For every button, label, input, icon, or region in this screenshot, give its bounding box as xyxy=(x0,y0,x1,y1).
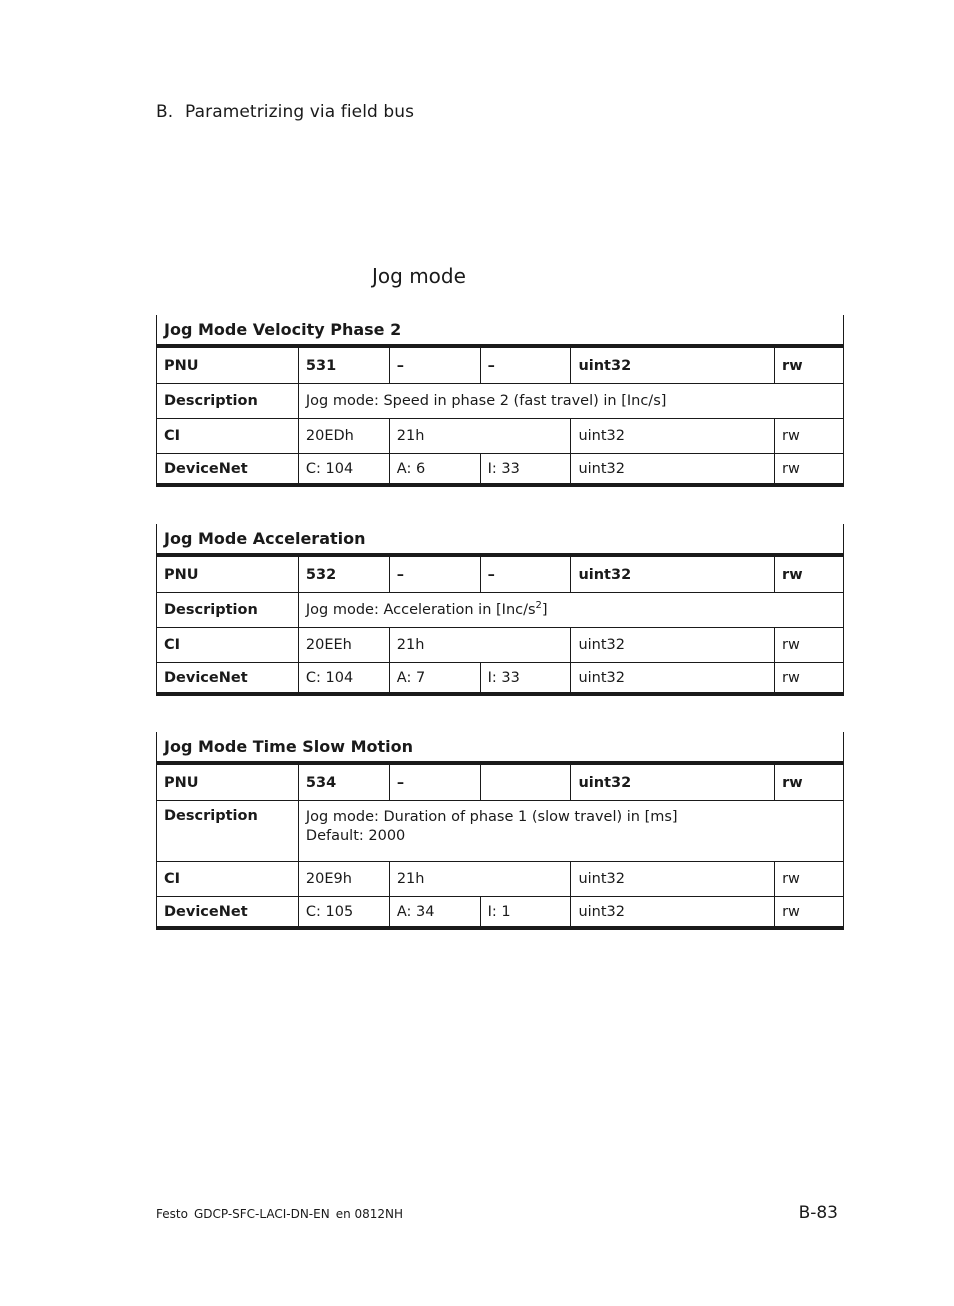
description-label: Description xyxy=(157,384,299,419)
devicenet-access: rw xyxy=(775,897,844,929)
table-row xyxy=(157,454,844,486)
footer-company: Festo xyxy=(156,1207,188,1221)
ci-subindex: 21h xyxy=(389,419,571,454)
table-row xyxy=(157,663,844,695)
pnu-type: uint32 xyxy=(571,346,775,384)
pnu-label: PNU xyxy=(157,763,299,801)
pnu-label: PNU xyxy=(157,555,299,593)
pnu-access: rw xyxy=(775,346,844,384)
pnu-number: 532 xyxy=(298,555,389,593)
ci-access: rw xyxy=(775,628,844,663)
devicenet-label: DeviceNet xyxy=(157,663,299,695)
devicenet-class: C: 105 xyxy=(298,897,389,929)
pnu-type: uint32 xyxy=(571,763,775,801)
pnu-sub2: – xyxy=(480,346,571,384)
pnu-number: 534 xyxy=(298,763,389,801)
pnu-access: rw xyxy=(775,763,844,801)
table-title: Jog Mode Acceleration xyxy=(157,524,844,555)
devicenet-instance: I: 33 xyxy=(480,454,571,486)
devicenet-class: C: 104 xyxy=(298,454,389,486)
ci-label: CI xyxy=(157,628,299,663)
ci-index: 20EEh xyxy=(298,628,389,663)
ci-subindex: 21h xyxy=(389,862,571,897)
parameter-table-acceleration xyxy=(156,524,844,696)
footer-edition: en 0812NH xyxy=(335,1207,404,1221)
pnu-access: rw xyxy=(775,555,844,593)
parameter-table-time-slow-motion xyxy=(156,732,844,930)
section-title: Jog mode xyxy=(372,264,466,288)
devicenet-attribute: A: 34 xyxy=(389,897,480,929)
devicenet-label: DeviceNet xyxy=(157,897,299,929)
devicenet-type: uint32 xyxy=(571,897,775,929)
description-label: Description xyxy=(157,593,299,628)
footer-doc-info xyxy=(156,1207,409,1221)
table-row xyxy=(157,801,844,862)
ci-label: CI xyxy=(157,862,299,897)
chapter-number: B. xyxy=(156,102,174,122)
ci-access: rw xyxy=(775,419,844,454)
superscript: 2 xyxy=(535,599,542,611)
table-row xyxy=(157,628,844,663)
description-text: Jog mode: Acceleration in $[Inc/s^2]$ xyxy=(298,593,843,628)
table-title: Jog Mode Time Slow Motion xyxy=(157,732,844,763)
pnu-type: uint32 xyxy=(571,555,775,593)
default-value: Default: 2000 xyxy=(305,828,406,844)
pnu-sub1: – xyxy=(389,763,480,801)
table-row xyxy=(157,555,844,593)
chapter-title: Parametrizing via field bus xyxy=(185,102,415,122)
table-row xyxy=(157,384,844,419)
devicenet-label: DeviceNet xyxy=(157,454,299,486)
ci-access: rw xyxy=(775,862,844,897)
table-row xyxy=(157,862,844,897)
footer-doc-id: GDCP-SFC-LACI-DN-EN xyxy=(193,1207,330,1221)
devicenet-class: C: 104 xyxy=(298,663,389,695)
pnu-sub2 xyxy=(480,763,571,801)
ci-type: uint32 xyxy=(571,419,775,454)
table-row xyxy=(157,763,844,801)
devicenet-instance: I: 1 xyxy=(480,897,571,929)
table-row xyxy=(157,419,844,454)
ci-subindex: 21h xyxy=(389,628,571,663)
chapter-heading xyxy=(156,102,414,122)
devicenet-access: rw xyxy=(775,663,844,695)
devicenet-attribute: A: 7 xyxy=(389,663,480,695)
pnu-sub1: – xyxy=(389,346,480,384)
devicenet-instance: I: 33 xyxy=(480,663,571,695)
ci-label: CI xyxy=(157,419,299,454)
pnu-sub1: – xyxy=(389,555,480,593)
table-title: Jog Mode Velocity Phase 2 xyxy=(157,315,844,346)
devicenet-type: uint32 xyxy=(571,454,775,486)
description-text: Jog mode: Duration of phase 1 (slow travel) in [ms] Default: 2000 xyxy=(298,801,843,862)
parameter-table-velocity-phase2 xyxy=(156,315,844,487)
ci-type: uint32 xyxy=(571,628,775,663)
description-text: Jog mode: Speed in phase 2 (fast travel) in [Inc/s] xyxy=(298,384,843,419)
ci-index: 20E9h xyxy=(298,862,389,897)
description-label: Description xyxy=(157,801,299,862)
pnu-sub2: – xyxy=(480,555,571,593)
devicenet-attribute: A: 6 xyxy=(389,454,480,486)
devicenet-type: uint32 xyxy=(571,663,775,695)
devicenet-access: rw xyxy=(775,454,844,486)
pnu-number: 531 xyxy=(298,346,389,384)
page-number: B-83 xyxy=(798,1203,838,1223)
table-row xyxy=(157,897,844,929)
table-row xyxy=(157,346,844,384)
ci-index: 20EDh xyxy=(298,419,389,454)
pnu-label: PNU xyxy=(157,346,299,384)
table-row xyxy=(157,593,844,628)
ci-type: uint32 xyxy=(571,862,775,897)
